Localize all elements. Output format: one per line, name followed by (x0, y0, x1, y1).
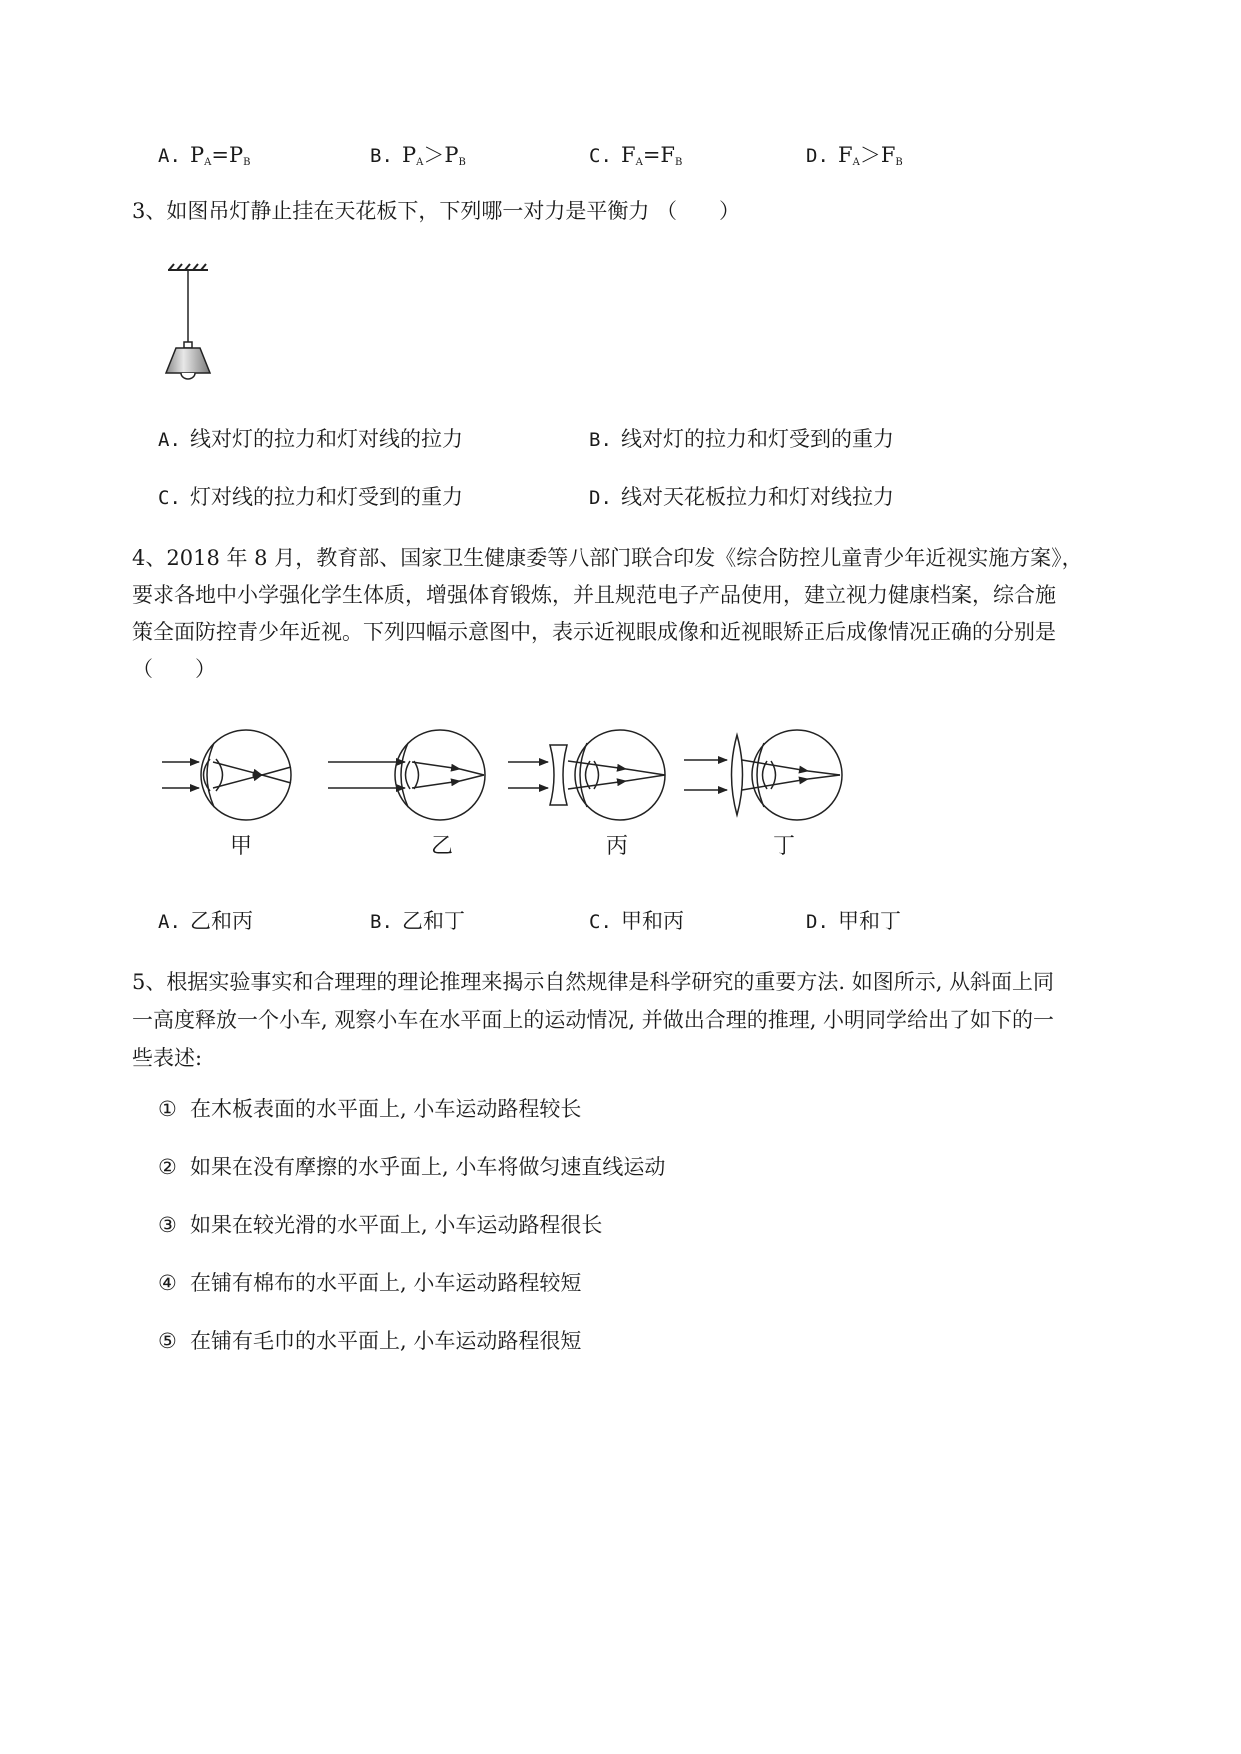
q3-option-a (158, 424, 463, 455)
option-symbol: P (444, 143, 459, 167)
figure-label-yi: 乙 (431, 834, 454, 859)
q5-stem-line: 一高度释放一个小车, 观察小车在水平面上的运动情况, 并做出合理的推理, 小明同学给出了如下的一 (132, 1008, 1055, 1032)
q5-item-3 (158, 1210, 602, 1240)
q2-option-c (589, 140, 682, 178)
option-subscript: A (852, 157, 860, 168)
option-letter: A. (158, 429, 181, 451)
option-letter: A. (158, 911, 181, 933)
figure-label-bing: 丙 (606, 834, 629, 859)
item-text: 在铺有毛巾的水平面上, 小车运动路程很短 (190, 1329, 582, 1353)
option-symbol: P (190, 143, 205, 167)
q3-option-d (589, 482, 894, 513)
option-text: 乙和丁 (402, 909, 465, 933)
option-symbol: F (621, 143, 636, 167)
option-letter: D. (589, 487, 612, 509)
option-letter: B. (370, 145, 393, 167)
option-operator: = (642, 143, 661, 167)
figure-label-ding: 丁 (773, 834, 796, 859)
eye-diagram-jia (162, 730, 291, 820)
q2-option-a (158, 140, 250, 178)
q2-option-d (806, 140, 903, 178)
eye-diagrams-figure (150, 715, 870, 835)
option-text: 甲和丙 (621, 909, 684, 933)
q5-stem-line: 些表述: (132, 1046, 203, 1070)
q3-option-c (158, 482, 463, 513)
option-subscript: B (675, 157, 683, 168)
option-text: 灯对线的拉力和灯受到的重力 (190, 485, 463, 509)
item-number: ③ (158, 1213, 177, 1237)
item-number: ④ (158, 1271, 177, 1295)
option-subscript: A (635, 157, 643, 168)
q4-stem-line: 要求各地中小学强化学生体质，增强体育锻炼，并且规范电子产品使用，建立视力健康档案，综合施 (132, 583, 1056, 607)
option-letter: C. (158, 487, 181, 509)
q2-option-b (370, 140, 466, 178)
item-number: ② (158, 1155, 177, 1179)
option-symbol: F (838, 143, 853, 167)
item-text: 如果在没有摩擦的水乎面上, 小车将做匀速直线运动 (190, 1155, 666, 1179)
option-subscript: A (204, 157, 212, 168)
option-subscript: B (458, 157, 466, 168)
item-text: 如果在较光滑的水平面上, 小车运动路程很长 (190, 1213, 603, 1237)
figure-label-jia: 甲 (230, 834, 253, 859)
option-text: 甲和丁 (838, 909, 901, 933)
option-text: 线对天花板拉力和灯对线拉力 (621, 485, 894, 509)
item-text: 在木板表面的水平面上, 小车运动路程较长 (190, 1097, 582, 1121)
option-operator: = (211, 143, 229, 167)
option-letter: A. (158, 145, 181, 167)
q3-stem: 3、如图吊灯静止挂在天花板下，下列哪一对力是平衡力 （ ） (132, 199, 741, 223)
option-symbol: P (402, 143, 417, 167)
option-letter: C. (589, 145, 612, 167)
item-text: 在铺有棉布的水平面上, 小车运动路程较短 (190, 1271, 582, 1295)
option-letter: D. (806, 911, 829, 933)
option-symbol: F (880, 143, 896, 167)
q4-stem-line: 策全面防控青少年近视。下列四幅示意图中，表示近视眼成像和近视眼矫正后成像情况正确的分别是 (132, 620, 1056, 644)
option-subscript: A (416, 157, 424, 168)
q5-item-4 (158, 1268, 581, 1298)
option-symbol: F (660, 143, 675, 167)
q4-option-a (158, 906, 253, 937)
option-letter: C. (589, 911, 612, 933)
option-operator: ＞ (423, 143, 445, 167)
option-symbol: P (228, 143, 244, 167)
option-operator: ＞ (859, 143, 881, 167)
option-subscript: B (243, 157, 251, 168)
q4-option-b (370, 906, 465, 937)
eye-diagram-bing (508, 730, 665, 820)
q5-item-5 (158, 1326, 581, 1356)
q5-item-2 (158, 1152, 665, 1182)
option-text: 线对灯的拉力和灯对线的拉力 (190, 427, 463, 451)
option-letter: B. (370, 911, 393, 933)
item-number: ① (158, 1097, 177, 1121)
q5-item-1 (158, 1094, 581, 1124)
q4-option-d (806, 906, 901, 937)
q5-stem-line: 5、根据实验事实和合理理的理论推理来揭示自然规律是科学研究的重要方法. 如图所示, 从斜面上同 (132, 970, 1055, 994)
q4-stem-line: 4、2018 年 8 月，教育部、国家卫生健康委等八部门联合印发《综合防控儿童青少年近视实施方案》， (132, 546, 1083, 570)
eye-diagram-ding (684, 730, 842, 820)
option-letter: D. (806, 145, 829, 167)
q4-option-c (589, 906, 684, 937)
eye-diagram-yi (328, 730, 485, 820)
option-text: 线对灯的拉力和灯受到的重力 (621, 427, 894, 451)
option-letter: B. (589, 429, 612, 451)
option-subscript: B (895, 157, 903, 168)
q4-stem-line: （ ） (132, 657, 216, 681)
hanging-lamp-figure (150, 260, 230, 390)
option-text: 乙和丙 (190, 909, 253, 933)
q3-option-b (589, 424, 894, 455)
item-number: ⑤ (158, 1329, 177, 1353)
